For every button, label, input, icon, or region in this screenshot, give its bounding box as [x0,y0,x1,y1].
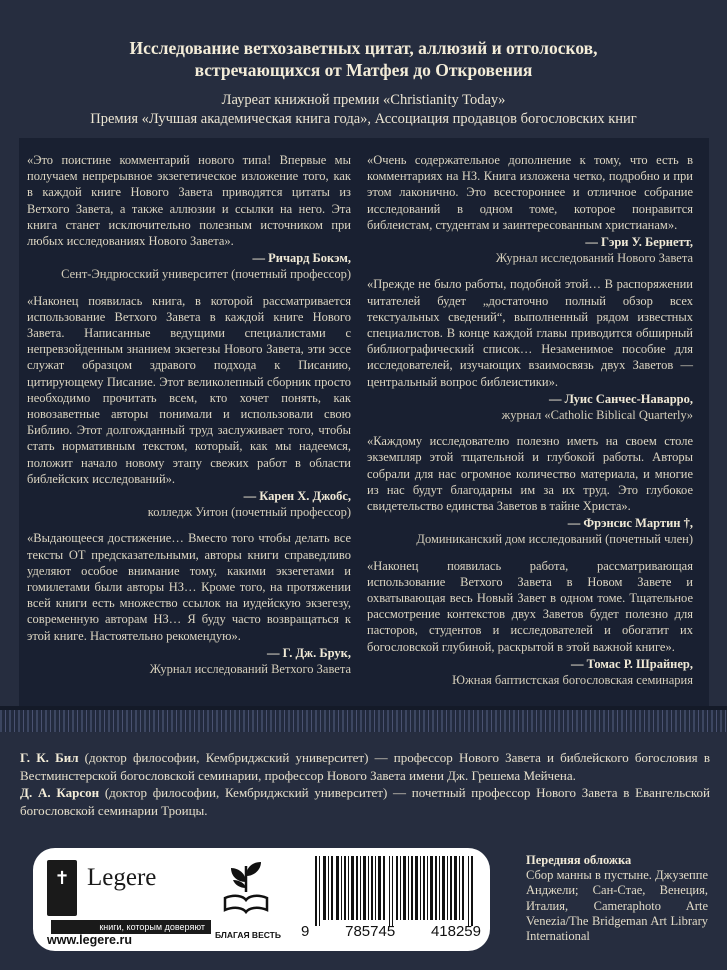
review-quote [27,530,351,677]
review-author: — Фрэнсис Мартин †, [567,516,693,531]
publisher-badge [33,848,490,951]
review-quote [27,293,351,521]
review-affiliation: Журнал исследований Нового Завета [495,251,693,266]
award-best-book: Премия «Лучшая академическая книга года», Ассоциация продавцов богословских книг [90,111,637,127]
bio-text: (доктор философии, Кембриджский университет) — профессор Нового Завета и библейского богословия в Вестминстерской богословской семинарии, профессор Нового Завета имени Дж. Грешема Мейчена. [20,750,710,783]
review-quote [367,276,693,423]
cross-icon: ✝ [54,868,70,888]
bio-beale [20,749,710,784]
isbn-part: 785745 [345,923,396,940]
review-author: — Карен Х. Джобс, [243,489,351,504]
review-text: «Прежде не было работы, подобной этой… В распоряжении читателей будет „достаточно полный обзор всех текстуальных сведений“, выполненный рядом известных специалистов. В конце каждой главы приводится обширный библиографический список… Незаменимое пособие для исследователей, изучающих взаимосвязь двух Заветов — центральный вопрос библеистики». [367,277,693,389]
bio-name: Д. А. Карсон [20,785,100,800]
review-text: «Очень содержательное дополнение к тому, что есть в комментариях на НЗ. Книга изложена четко, подробно и при этом лаконично. Это всестороннее и отличное собрание исследований в одном томе, которое понравится библеистам, студентам и заинтересованным христианам». [367,153,693,232]
review-text: «Каждому исследователю полезно иметь на своем столе экземпляр этой тщательной и глубокой работы. Авторы собрали для нас огромное количество материала, и многие из нас будут благодарны им за их труд. Это глубокое свидетельство единства Заветов в тайне Христа». [367,434,693,514]
review-author: — Г. Дж. Брук, [267,645,351,660]
review-affiliation: колледж Уитон (почетный профессор) [147,505,351,520]
reviews-column-right [367,152,693,698]
review-quote [367,152,693,266]
review-quote [367,558,693,689]
barcode-icon [315,856,475,926]
credit-text: Сбор манны в пустыне. Джузеппе Анджели; Сан-Стае, Венеция, Италия, Cameraphoto Arte Venezia/The Bridgeman Art Library International [526,868,708,944]
isbn-digits [301,923,481,940]
review-affiliation: журнал «Catholic Biblical Quarterly» [501,408,693,423]
review-text: «Наконец появилась работа, рассматривающая использование Ветхого Завета в Новом Завете и охватывающая весь Новый Завет в одном томе. Тщательное рассмотрение контекстов двух Заветов будет полезно для пасторов, студентов и исследователей и обогатит их богословской глубиной, раскрытой в этой важной книге». [367,558,693,654]
review-affiliation: Сент-Эндрюсский университет (почетный профессор) [61,267,351,282]
partner-name: БЛАГАЯ ВЕСТЬ [215,930,281,940]
publisher-name: Legere [87,864,157,891]
bio-carson [20,784,710,819]
review-text: «Наконец появилась книга, в которой рассматривается использование Ветхого Завета в каждой книге Нового Завета. Написанные ведущими специалистами с непревзойденным знанием экзегезы Нового Завета, эти эссе служат образцом здравого подхода к Писанию, цитирующему Писание. Этот великолепный сборник просто необходимо прочитать всем, кто хочет понять, как новозаветные авторы понимали и использовали свою Библию. Этот долгожданный труд заслуживает того, чтобы стать нормативным текстом, который, как мы надеемся, положит начало новому этапу свежих работ в области библейских исследований». [27,293,351,486]
review-affiliation: Южная баптистская богословская семинария [452,673,693,688]
reviews-column-left [27,152,351,687]
review-quote [27,152,351,283]
review-author: — Ричард Бокэм, [252,251,351,266]
isbn-part: 9 [301,923,310,940]
subtitle-line-2: встречающихся от Матфея до Откровения [194,60,533,80]
bio-name: Г. К. Бил [20,750,79,765]
reviews-panel [19,138,709,706]
review-quote [367,433,693,547]
legere-book-icon [47,860,77,916]
author-bios [20,749,710,819]
subtitle-line-1: Исследование ветхозаветных цитат, аллюзий и отголосков, [129,38,598,58]
cover-header [0,0,727,140]
blagaya-vest-logo-icon [219,858,273,918]
review-author: — Гэри У. Бернетт, [585,235,693,250]
review-text: «Выдающееся достижение… Вместо того чтобы делать все тексты ОТ предсказательными, авторы книги справедливо уделяют особое внимание тому, какими экзегетами и гомилетами были авторы НЗ… Кроме того, на протяжении всей книги есть множество ссылок на иудейскую экзегезу, современную авторам НЗ… Я буду часто возвращаться к этой книге. Настоятельно рекомендую». [27,531,351,643]
publisher-url: www.legere.ru [47,933,132,947]
review-author: — Томас Р. Шрайнер, [570,656,693,671]
review-author: — Луис Санчес-Наварро, [549,391,693,406]
review-text: «Это поистине комментарий нового типа! Впервые мы получаем непрерывное экзегетическое изложение того, как в каждой книге Нового Завета приводятся цитаты из Ветхого Завета, а также аллюзии и ссылки на него. Эта книга станет исключительно полезным источником при любых исследованиях Нового Завета». [27,153,351,249]
award-christianity-today: Лауреат книжной премии «Christianity Today» [221,92,506,108]
review-affiliation: Журнал исследований Ветхого Завета [149,662,351,677]
isbn-part: 418259 [430,923,481,940]
ornamental-stripe [0,710,727,732]
cover-credit [526,853,708,944]
review-affiliation: Доминиканский дом исследований (почетный член) [416,532,693,547]
publisher-tagline: книги, которым доверяют [51,920,211,934]
bio-text: (доктор философии, Кембриджский университет) — почетный профессор Нового Завета в Евангельской богословской семинарии Троицы. [20,785,711,818]
credit-title: Передняя обложка [526,853,632,867]
